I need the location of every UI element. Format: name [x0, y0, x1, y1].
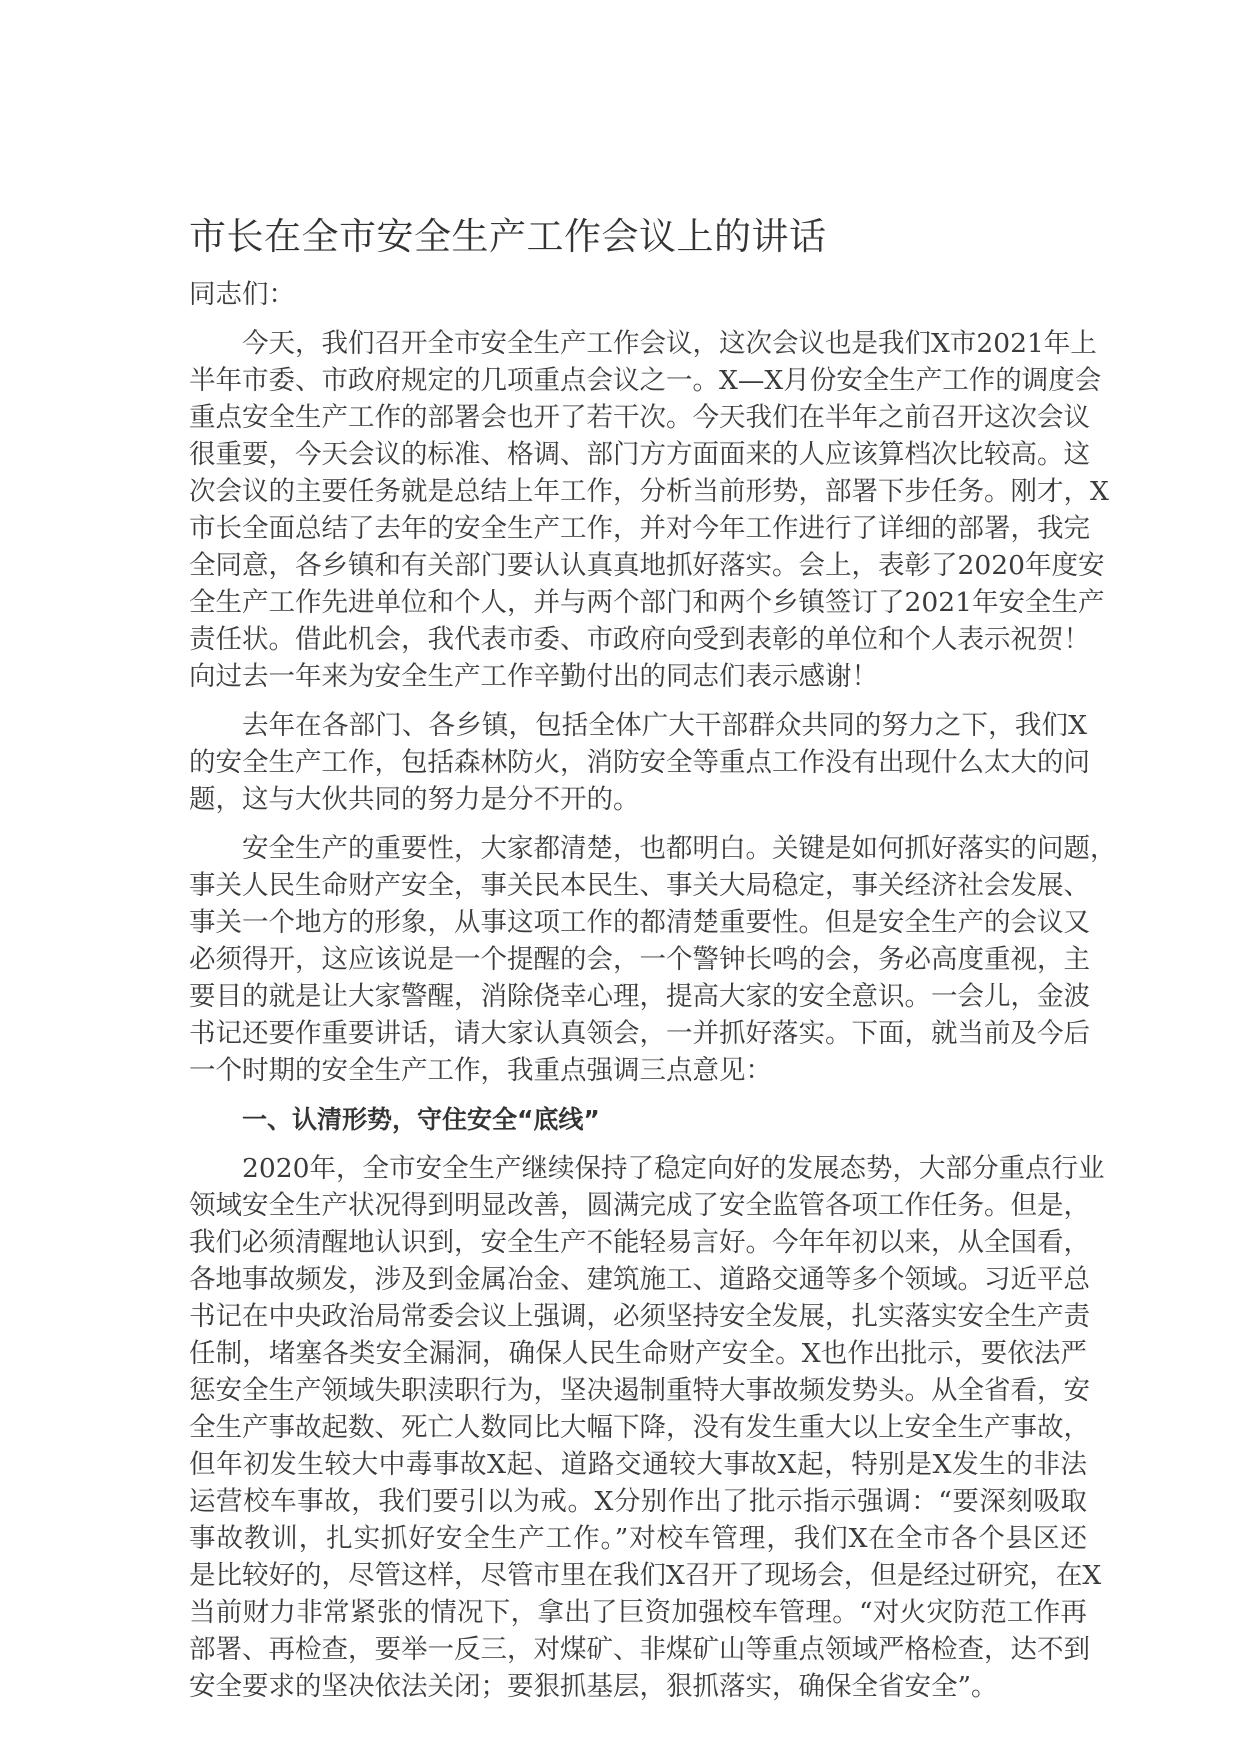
paragraph-line: 的安全生产工作，包括森林防火，消防安全等重点工作没有出现什么太大的问: [189, 747, 1090, 778]
paragraph-line: 半年市委、市政府规定的几项重点会议之一。X—X月份安全生产工作的调度会: [189, 365, 1102, 396]
paragraph: [189, 830, 1117, 1089]
paragraph-line: 今天，我们召开全市安全生产工作会议，这次会议也是我们X市2021年上: [242, 328, 1097, 359]
paragraph-line: 事关一个地方的形象，从事这项工作的都清楚重要性。但是安全生产的会议又: [189, 907, 1090, 938]
paragraph-line: 但年初发生较大中毒事故X起、道路交通较大事故X起，特别是X发生的非法: [189, 1449, 1087, 1480]
paragraph-line: 要目的就是让大家警醒，消除侥幸心理，提高大家的安全意识。一会儿，金波: [189, 981, 1090, 1012]
paragraph-line: 安全生产的重要性，大家都清楚，也都明白。关键是如何抓好落实的问题，: [242, 833, 1117, 864]
paragraph-line: 去年在各部门、各乡镇，包括全体广大干部群众共同的努力之下，我们X: [242, 710, 1087, 741]
document-title: 市长在全市安全生产工作会议上的讲话: [189, 215, 827, 258]
document-body: [189, 276, 1117, 1717]
paragraphs: [189, 325, 1117, 1705]
salutation-text: 同志们：: [189, 279, 295, 310]
paragraph-line: 书记还要作重要讲话，请大家认真领会，一并抓好落实。下面，就当前及今后: [189, 1018, 1090, 1049]
paragraph-line: 一个时期的安全生产工作，我重点强调三点意见：: [189, 1055, 772, 1086]
paragraph-line: 任制，堵塞各类安全漏洞，确保人民生命财产安全。X也作出批示，要依法严: [189, 1338, 1087, 1369]
paragraph-line: 部署、再检查，要举一反三，对煤矿、非煤矿山等重点领域严格检查，达不到: [189, 1634, 1090, 1665]
paragraph-line: 惩安全生产领域失职渎职行为，坚决遏制重特大事故频发势头。从全省看，安: [189, 1375, 1090, 1406]
paragraph-line: 题，这与大伙共同的努力是分不开的。: [189, 784, 640, 815]
paragraph-line: 重点安全生产工作的部署会也开了若干次。今天我们在半年之前召开这次会议: [189, 402, 1090, 433]
paragraph-line: 2020年，全市安全生产继续保持了稳定向好的发展态势，大部分重点行业: [242, 1153, 1105, 1184]
paragraph-line: 事故教训，扎实抓好安全生产工作。”对校车管理，我们X在全市各个县区还: [189, 1523, 1087, 1554]
paragraph-line: 当前财力非常紧张的情况下，拿出了巨资加强校车管理。“对火灾防范工作再: [189, 1597, 1087, 1628]
salutation: [189, 276, 1087, 313]
paragraph-line: 向过去一年来为安全生产工作辛勤付出的同志们表示感谢！: [189, 661, 878, 692]
paragraph-line: 是比较好的，尽管这样，尽管市里在我们X召开了现场会，但是经过研究，在X: [189, 1560, 1102, 1591]
paragraph-line: 我们必须清醒地认识到，安全生产不能轻易言好。今年年初以来，从全国看，: [189, 1227, 1090, 1258]
paragraph: [189, 707, 1090, 818]
paragraph-line: 很重要，今天会议的标准、格调、部门方方面面来的人应该算档次比较高。这: [189, 439, 1090, 470]
heading-text: 一、认清形势，守住安全“底线”: [242, 1105, 600, 1134]
paragraph-line: 领域安全生产状况得到明显改善，圆满完成了安全监管各项工作任务。但是，: [189, 1190, 1090, 1221]
paragraph-line: 必须得开，这应该说是一个提醒的会，一个警钟长鸣的会，务必高度重视，主: [189, 944, 1090, 975]
paragraph-line: 全生产工作先进单位和个人，并与两个部门和两个乡镇签订了2021年安全生产: [189, 587, 1105, 618]
paragraph-line: 全生产事故起数、死亡人数同比大幅下降，没有发生重大以上安全生产事故，: [189, 1412, 1090, 1443]
paragraph-line: 事关人民生命财产安全，事关民本民生、事关大局稳定，事关经济社会发展、: [189, 870, 1090, 901]
paragraph-line: 运营校车事故，我们要引以为戒。X分别作出了批示指示强调：“要深刻吸取: [189, 1486, 1087, 1517]
paragraph-line: 市长全面总结了去年的安全生产工作，并对今年工作进行了详细的部署，我完: [189, 513, 1090, 544]
paragraph-line: 全同意，各乡镇和有关部门要认认真真地抓好落实。会上，表彰了2020年度安: [189, 550, 1105, 581]
paragraph-line: 责任状。借此机会，我代表市委、市政府向受到表彰的单位和个人表示祝贺！: [189, 624, 1090, 655]
paragraph-line: 安全要求的坚决依法关闭；要狠抓基层，狠抓落实，确保全省安全”。: [189, 1671, 998, 1702]
paragraph-line: 次会议的主要任务就是总结上年工作，分析当前形势，部署下步任务。刚才，X: [189, 476, 1109, 507]
paragraph: [189, 1150, 1105, 1705]
paragraph: [189, 325, 1109, 695]
paragraph-line: 书记在中央政治局常委会议上强调，必须坚持安全发展，扎实落实安全生产责: [189, 1301, 1090, 1332]
paragraph-line: 各地事故频发，涉及到金属冶金、建筑施工、道路交通等多个领域。习近平总: [189, 1264, 1090, 1295]
section-heading: [189, 1101, 1087, 1138]
